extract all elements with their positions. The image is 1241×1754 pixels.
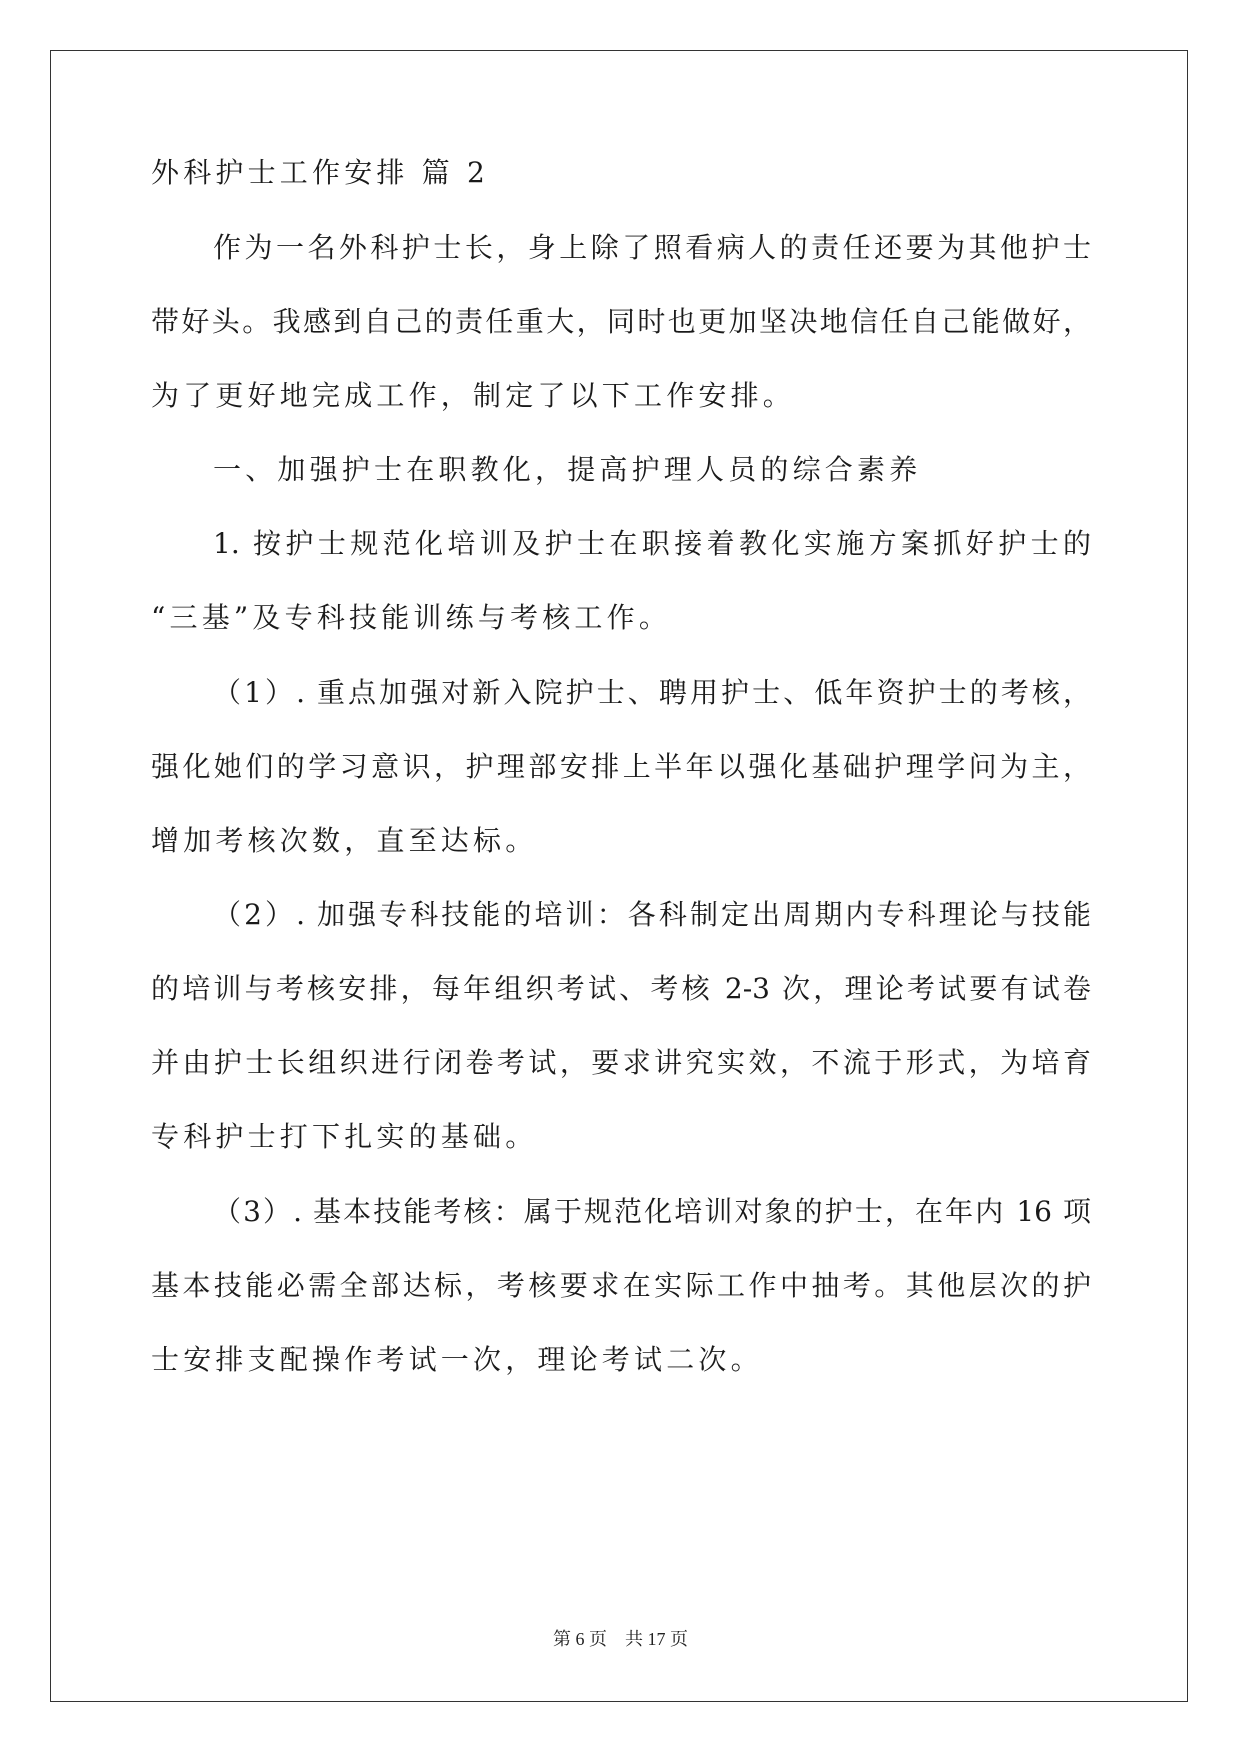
section-heading: 一、加强护士在职教化，提高护理人员的综合素养 [213,453,922,486]
paragraph-line: （3）. 基本技能考核：属于规范化培训对象的护士，在年内 16 项 [213,1195,1091,1228]
paragraph-line: （2）. 加强专科技能的培训：各科制定出周期内专科理论与技能 [213,898,1091,931]
paragraph-line: 并由护士长组织进行闭卷考试，要求讲究实效，不流于形式，为培育 [151,1046,1091,1079]
paragraph-line: 士安排支配操作考试一次，理论考试二次。 [151,1343,763,1376]
paragraph-line: 增加考核次数，直至达标。 [151,824,538,857]
page-number-footer: 第 6 页 共 17 页 [553,1629,688,1649]
document-title: 外科护士工作安排 篇 2 [151,156,490,189]
page-border [50,50,1188,1702]
paragraph-line: 基本技能必需全部达标，考核要求在实际工作中抽考。其他层次的护 [151,1269,1091,1302]
paragraph-line: （1）. 重点加强对新入院护士、聘用护士、低年资护士的考核， [213,676,1091,709]
paragraph-line: 为了更好地完成工作，制定了以下工作安排。 [151,379,796,412]
paragraph-line: 作为一名外科护士长，身上除了照看病人的责任还要为其他护士 [213,231,1091,264]
paragraph-line: 1. 按护士规范化培训及护士在职接着教化实施方案抓好护士的 [213,527,1091,560]
paragraph-line: “三基”及专科技能训练与考核工作。 [151,601,672,634]
paragraph-line: 强化她们的学习意识，护理部安排上半年以强化基础护理学问为主， [151,750,1091,783]
paragraph-line: 专科护士打下扎实的基础。 [151,1120,538,1153]
paragraph-line: 的培训与考核安排，每年组织考试、考核 2-3 次，理论考试要有试卷 [151,972,1091,1005]
paragraph-line: 带好头。我感到自己的责任重大，同时也更加坚决地信任自己能做好， [151,305,1091,338]
